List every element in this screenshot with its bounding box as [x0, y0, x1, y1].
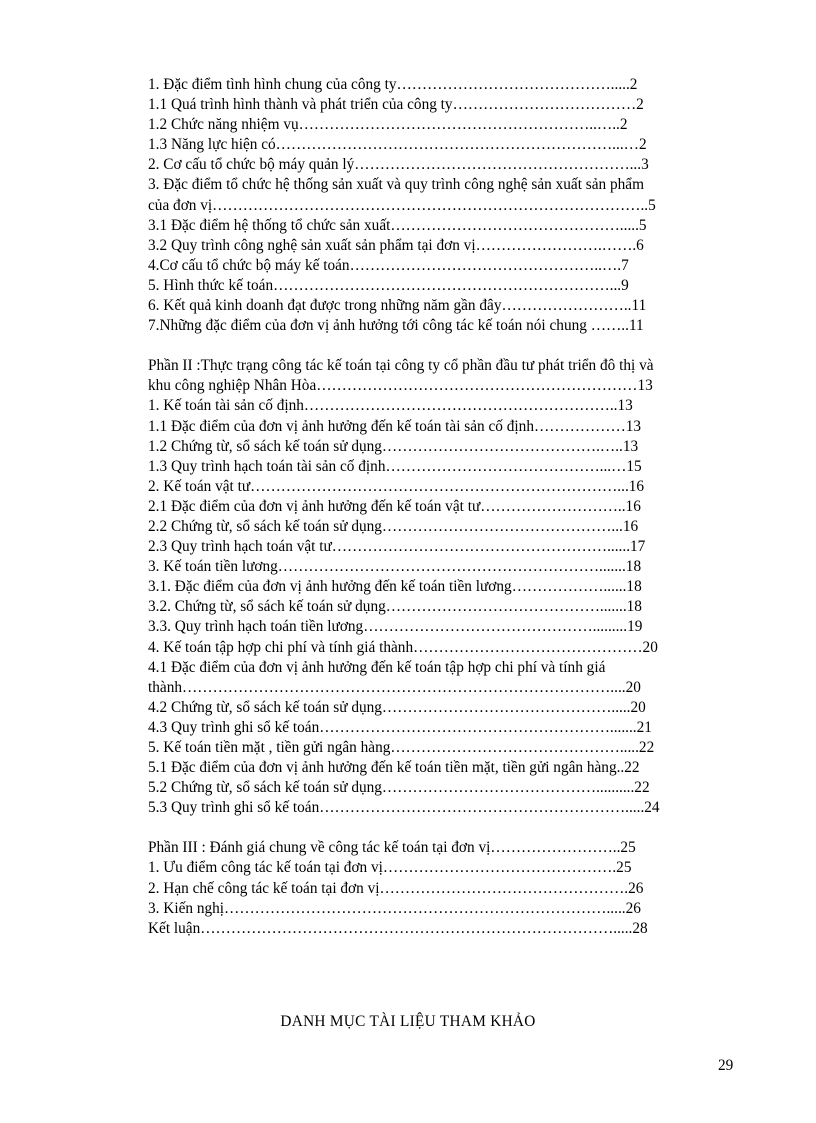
toc-line: 3.1 Đặc điểm hệ thống tổ chức sản xuất……………………………………….....5: [148, 216, 647, 234]
toc-line: 1.1 Quá trình hình thành và phát triển của công ty………………………………2: [148, 96, 644, 114]
table-of-contents: [148, 75, 726, 939]
toc-line: 4.3 Quy trình ghi sổ kế toán………………………………………………….......21: [148, 718, 652, 736]
toc-line: 1.3 Quy trình hạch toán tài sản cố định……………………………………...…15: [148, 457, 642, 475]
toc-line: Phần II :Thực trạng công tác kế toán tại công ty cổ phần đầu tư phát triển đô thị và: [148, 357, 654, 375]
toc-line: 4.Cơ cấu tổ chức bộ máy kế toán…………………………………………..….7: [148, 256, 629, 274]
toc-line: 2. Kế toán vật tư………………………………………………………………...16: [148, 477, 645, 495]
toc-line: 3. Kế toán tiền lương……………………………………………………….......18: [148, 558, 642, 576]
toc-line: Phần III : Đánh giá chung về công tác kế toán tại đơn vị……………………..25: [148, 839, 636, 857]
toc-line: 2. Cơ cấu tổ chức bộ máy quản lý………………………………………………...3: [148, 156, 649, 174]
toc-line: 1. Kế toán tài sản cố định……………………………………………………..13: [148, 397, 633, 415]
toc-line: 1.2 Chứng từ, sổ sách kế toán sử dụng…………………………………….…..13: [148, 437, 639, 455]
toc-line: 4.2 Chứng từ, sổ sách kế toán sử dụng……………………………………….....20: [148, 698, 646, 716]
toc-line: 1.3 Năng lực hiện có…………………………………………………………...…2: [148, 136, 647, 154]
toc-line: 2.2 Chứng từ, sổ sách kế toán sử dụng………………………………………...16: [148, 517, 639, 535]
toc-line: 3.2 Quy trình công nghệ sản xuất sản phẩm tại đơn vị…………………….…….6: [148, 236, 644, 254]
toc-line: 2. Hạn chế công tác kế toán tại đơn vị………………………………………….26: [148, 879, 644, 897]
toc-line: 5. Kế toán tiền mặt , tiền gửi ngân hàng……………………………………….....22: [148, 739, 655, 756]
toc-line: khu công nghiệp Nhân Hòa………………………………………………………13: [148, 377, 653, 395]
toc-line: 3. Đặc điểm tổ chức hệ thống sản xuất và quy trình công nghệ sản xuất sản phẩm: [148, 176, 644, 194]
toc-line: 3. Kiến nghị………………………………………………………………….....26: [148, 899, 641, 917]
references-heading: DANH MỤC TÀI LIỆU THAM KHẢO: [280, 1013, 536, 1030]
toc-line: 1. Đặc điểm tình hình chung của công ty…………………………………….....2: [148, 76, 638, 93]
toc-line: 1. Ưu điểm công tác kế toán tại đơn vị……………………………………….25: [148, 859, 632, 877]
toc-line: 2.3 Quy trình hạch toán vật tư………………………………………………......17: [148, 538, 646, 556]
section-gap: [148, 818, 726, 838]
section-gap: [148, 336, 726, 356]
toc-line: 7.Những đặc điểm của đơn vị ảnh hưởng tới công tác kế toán nói chung ……..11: [148, 317, 644, 335]
toc-line: 5.2 Chứng từ, sổ sách kế toán sử dụng……………………………………..........22: [148, 779, 650, 797]
toc-section-1: [148, 75, 726, 336]
toc-line: 3.3. Quy trình hạch toán tiền lương……………………………………….........19: [148, 618, 643, 636]
page-number: 29: [718, 1057, 734, 1074]
toc-line: thành…………………………………………………………………………....20: [148, 678, 641, 696]
toc-section-3: [148, 838, 726, 938]
toc-line: 2.1 Đặc điểm của đơn vị ảnh hưởng đến kế toán vật tư………………………..16: [148, 497, 641, 515]
toc-line: 5.1 Đặc điểm của đơn vị ảnh hưởng đến kế toán tiền mặt, tiền gửi ngân hàng..22: [148, 759, 640, 777]
toc-line: 3.2. Chứng từ, sổ sách kế toán sử dụng…………………………………….......18: [148, 598, 642, 616]
toc-line: 3.1. Đặc điểm của đơn vị ảnh hưởng đến kế toán tiền lương………………......18: [148, 578, 642, 596]
toc-line: 1.1 Đặc điểm của đơn vị ảnh hưởng đến kế toán tài sản cố định………………13: [148, 417, 642, 435]
toc-line: 5. Hình thức kế toán…………………………………………………………...9: [148, 276, 629, 294]
toc-line: 4. Kế toán tập hợp chi phí và tính giá thành………………………………………20: [148, 638, 658, 656]
toc-line: 6. Kết quả kinh doanh đạt được trong những năm gần đây……………………..11: [148, 297, 647, 315]
toc-line: 4.1 Đặc điểm của đơn vị ảnh hưởng đến kế toán tập hợp chi phí và tính giá: [148, 658, 606, 676]
toc-section-2: [148, 356, 726, 818]
toc-line: của đơn vị…………………………………………………………………………..5: [148, 196, 656, 214]
toc-line: Kết luận……………………………………………………………………….....28: [148, 919, 648, 937]
toc-line: 5.3 Quy trình ghi sổ kế toán…………………………………………………….....24: [148, 799, 660, 817]
toc-line: 1.2 Chức năng nhiệm vụ…………………………………………………..…..2: [148, 116, 628, 134]
